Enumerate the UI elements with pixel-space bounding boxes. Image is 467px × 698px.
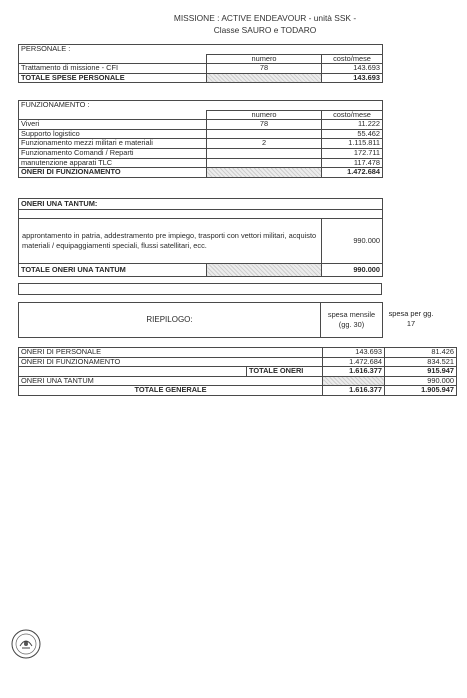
row-mensile: 143.693 [323, 348, 385, 358]
stamp-seal-icon [10, 628, 42, 660]
row-per: 990.000 [385, 376, 457, 386]
row-costo: 55.462 [322, 129, 383, 139]
row-label: ONERI DI PERSONALE [19, 348, 323, 358]
row-label: ONERI DI FUNZIONAMENTO [19, 357, 323, 367]
row-label: Supporto logistico [19, 129, 207, 139]
total-value: 143.693 [322, 73, 383, 83]
row-costo: 172.711 [322, 148, 383, 158]
total-label: TOTALE ONERI UNA TANTUM [19, 264, 207, 277]
col-header-spesa-per: spesa per gg. 17 [388, 309, 434, 328]
total-label: TOTALE SPESE PERSONALE [19, 73, 207, 83]
section-title-una-tantum: ONERI UNA TANTUM: [19, 199, 383, 210]
row-label: Trattamento di missione - CFI [19, 64, 207, 74]
total-value: 990.000 [322, 264, 383, 277]
col-header-numero: numero [207, 110, 322, 120]
riepilogo-header [18, 302, 383, 338]
row-per: 81.426 [385, 348, 457, 358]
mission-title-line1: MISSIONE : ACTIVE ENDEAVOUR - unità SSK - [173, 13, 357, 23]
row-label: TOTALE ONERI [247, 367, 323, 377]
col-header-spesa-mensile: spesa mensile (gg. 30) [321, 303, 383, 338]
row-mensile: 1.616.377 [323, 367, 385, 377]
mission-title-line2: Classe SAURO e TODARO [213, 25, 317, 35]
row-numero: 78 [207, 64, 322, 74]
row-label: manutenzione apparati TLC [19, 158, 207, 168]
row-per: 915.947 [385, 367, 457, 377]
row-numero: 78 [207, 120, 322, 130]
row-per: 834.521 [385, 357, 457, 367]
row-mensile: 1.472.684 [323, 357, 385, 367]
row-costo: 11.222 [322, 120, 383, 130]
row-costo: 1.115.811 [322, 139, 383, 149]
una-tantum-value: 990.000 [322, 219, 383, 264]
funzionamento-table [18, 100, 383, 178]
section-title-funzionamento: FUNZIONAMENTO : [19, 101, 383, 111]
total-label: ONERI DI FUNZIONAMENTO [19, 168, 207, 178]
row-numero: 2 [207, 139, 322, 149]
grand-total-label: TOTALE GENERALE [19, 386, 323, 396]
riepilogo-title: RIEPILOGO: [19, 303, 321, 338]
riepilogo-table [18, 347, 457, 396]
total-value: 1.472.684 [322, 168, 383, 178]
personale-table [18, 44, 383, 83]
section-title-personale: PERSONALE : [19, 45, 383, 55]
row-label: ONERI UNA TANTUM [19, 376, 323, 386]
row-label: Viveri [19, 120, 207, 130]
una-tantum-description: approntamento in patria, addestramento pre impiego, trasporti con vettori militari, acquisto materiali / equipaggiamenti speciali, flussi satellitari, ecc. [19, 219, 322, 264]
grand-total-per: 1.905.947 [385, 386, 457, 396]
row-costo: 143.693 [322, 64, 383, 74]
col-header-numero: numero [207, 54, 322, 64]
separator-box [18, 283, 382, 295]
row-costo: 117.478 [322, 158, 383, 168]
col-header-costo: costo/mese [322, 54, 383, 64]
una-tantum-table [18, 198, 383, 277]
row-label: Funzionamento Comandi / Reparti [19, 148, 207, 158]
row-label: Funzionamento mezzi militari e materiali [19, 139, 207, 149]
col-header-costo: costo/mese [322, 110, 383, 120]
grand-total-mensile: 1.616.377 [323, 386, 385, 396]
